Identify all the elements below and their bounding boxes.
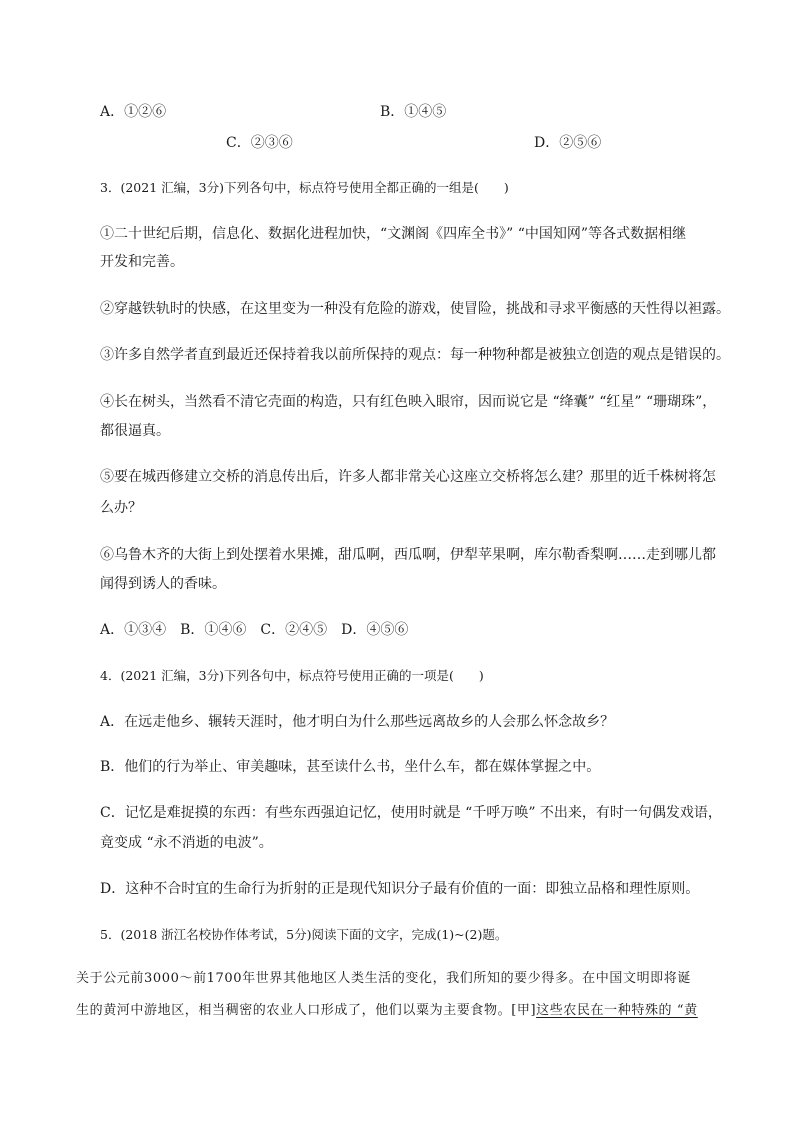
q4-option-c-cont: 竟变成 “永不消逝的电波”。: [100, 835, 273, 851]
q3-item-4: ④长在树头，当然看不清它壳面的构造，只有红色映入眼帘，因而说它是 “绛囊” “红星” “珊瑚珠”，: [100, 394, 717, 410]
q3-item-1-cont: 开发和完善。: [100, 254, 184, 270]
q3-stem: 3．(2021 汇编，3分)下列各句中，标点符号使用全都正确的一组是( ): [100, 180, 509, 195]
q3-options: A．①③④ B．①④⑥ C．②④⑤ D．④⑤⑥: [100, 622, 409, 638]
q5-stem: 5．(2018 浙江名校协作体考试，5分)阅读下面的文字，完成(1)~(2)题。: [100, 927, 508, 942]
q3-item-6-cont: 闻得到诱人的香味。: [100, 576, 226, 592]
q3-item-3: ③许多自然学者直到最近还保持着我以前所保持的观点：每一种物种都是被独立创造的观点是错误的。: [100, 347, 730, 363]
q2-option-d: D．②⑤⑥: [534, 135, 602, 151]
q5-passage-underlined-text: 这些农民在一种特殊的 “黄: [536, 1003, 698, 1018]
q5-passage-line-1: 关于公元前3000～前1700年世界其他地区人类生活的变化，我们所知的要少得多。在中国文明即将诞: [76, 971, 691, 986]
q3-item-4-cont: 都很逼真。: [100, 423, 170, 439]
q2-option-c: C．②③⑥: [226, 135, 293, 151]
q4-option-c: C．记忆是难捉摸的东西：有些东西强迫记忆，使用时就是 “千呼万唤” 不出来，有时一句偶发戏语，: [100, 805, 722, 821]
q5-passage-line-2: [76, 1001, 698, 1021]
q3-item-1: ①二十世纪后期，信息化、数据化进程加快，“文渊阁《四库全书》” “中国知网”等各式数据相继: [100, 226, 687, 242]
q2-option-b: B．①④⑤: [380, 104, 447, 120]
q3-item-2: ②穿越铁轨时的快感，在这里变为一种没有危险的游戏，使冒险，挑战和寻求平衡感的天性得以袒露。: [100, 301, 730, 317]
q4-option-b: B．他们的行为举止、审美趣味，甚至读什么书，坐什么车，都在媒体掌握之中。: [100, 759, 601, 775]
q5-passage-text: 生的黄河中游地区，相当稠密的农业人口形成了，他们以粟为主要食物。[甲]: [76, 1003, 537, 1018]
q2-option-a: A．①②⑥: [100, 104, 167, 120]
q4-option-d: D．这种不合时宜的生命行为折射的正是现代知识分子最有价值的一面：即独立品格和理性原则。: [100, 881, 700, 897]
q3-item-5: ⑤要在城西修建立交桥的消息传出后，许多人都非常关心这座立交桥将怎么建？那里的近千株树将怎: [100, 469, 716, 485]
q3-item-5-cont: 么办？: [100, 500, 142, 516]
q4-stem: 4．(2021 汇编，3分)下列各句中，标点符号使用正确的一项是( ): [100, 668, 484, 683]
q3-item-6: ⑥乌鲁木齐的大街上到处摆着水果摊，甜瓜啊，西瓜啊，伊犁苹果啊，库尔勒香梨啊……走到哪儿都: [100, 547, 716, 563]
q4-option-a: A．在远走他乡、辗转天涯时，他才明白为什么那些远离故乡的人会那么怀念故乡？: [100, 714, 615, 730]
